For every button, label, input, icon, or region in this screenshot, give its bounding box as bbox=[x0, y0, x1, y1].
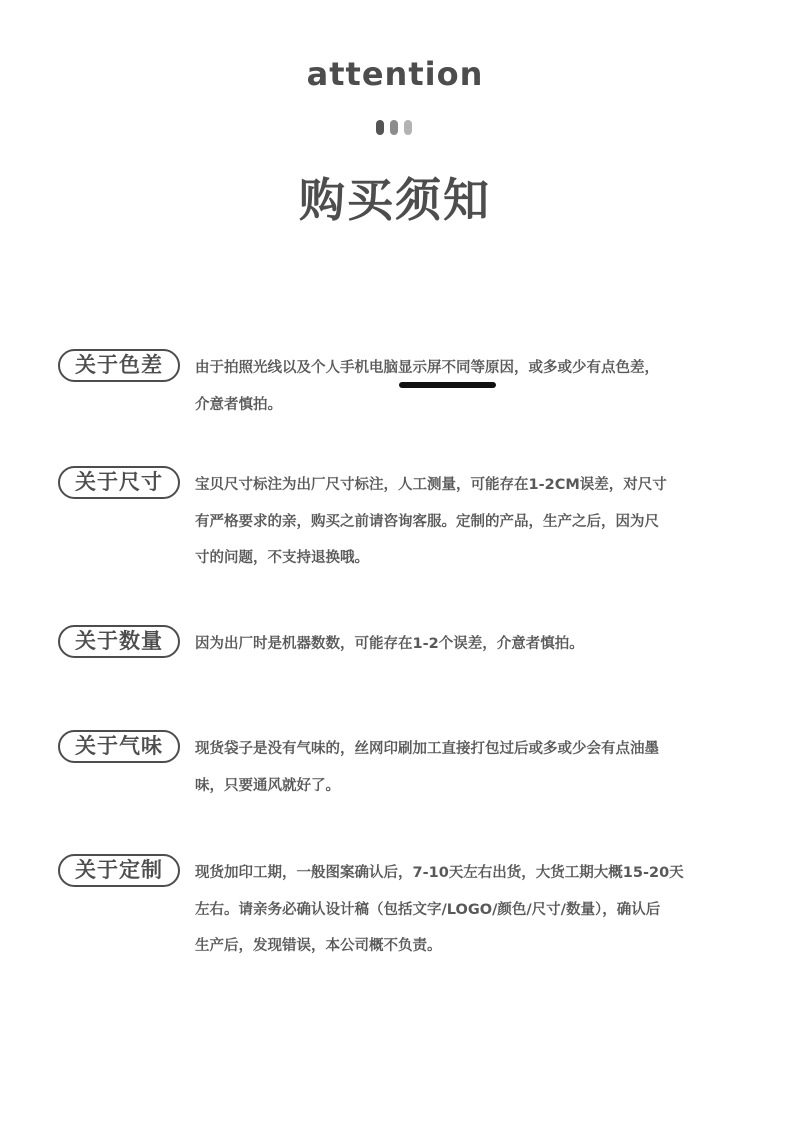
attention-heading: attention bbox=[306, 55, 484, 93]
section-line: 由于拍照光线以及个人手机电脑显示屏不同等原因，或多或少有点色差， bbox=[195, 360, 659, 376]
title-wrapper bbox=[0, 170, 790, 230]
section-line: 生产后，发现错误，本公司概不负责。 bbox=[195, 938, 442, 954]
decorative-dots bbox=[376, 120, 416, 136]
dot-light bbox=[404, 120, 412, 135]
section-line: 左右。请亲务必确认设计稿（包括文字/LOGO/颜色/尺寸/数量），确认后 bbox=[195, 901, 661, 918]
section-label: 关于数量 bbox=[58, 625, 180, 658]
section-body bbox=[195, 350, 725, 423]
section-line: 介意者慎拍。 bbox=[195, 396, 282, 413]
purchase-notice-title-text: 购买须知 bbox=[299, 173, 491, 227]
section-line: 有严格要求的亲，购买之前请咨询客服。定制的产品，生产之后，因为尺 bbox=[195, 513, 659, 530]
section-line: 味，只要通风就好了。 bbox=[195, 777, 340, 794]
section-label: 关于气味 bbox=[58, 730, 180, 763]
section-line: 因为出厂时是机器数数，可能存在1-2个误差，介意者慎拍。 bbox=[195, 636, 584, 652]
section-line: 现货加印工期，一般图案确认后，7-10天左右出货，大货工期大概15-20天 bbox=[195, 865, 684, 881]
section-line: 寸的问题，不支持退换哦。 bbox=[195, 550, 369, 566]
section-body bbox=[195, 731, 725, 804]
purchase-notice-title bbox=[299, 170, 491, 230]
section-body bbox=[195, 626, 725, 663]
dot-dark bbox=[376, 120, 384, 135]
section-label: 关于定制 bbox=[58, 854, 180, 887]
section-line: 现货袋子是没有气味的，丝网印刷加工直接打包过后或多或少会有点油墨 bbox=[195, 741, 659, 757]
section-body bbox=[195, 855, 725, 965]
section-label: 关于尺寸 bbox=[58, 466, 180, 499]
section-line: 宝贝尺寸标注为出厂尺寸标注，人工测量，可能存在1-2CM误差，对尺寸 bbox=[195, 477, 667, 493]
dot-medium bbox=[390, 120, 398, 135]
section-body bbox=[195, 467, 725, 577]
section-label: 关于色差 bbox=[58, 349, 180, 382]
